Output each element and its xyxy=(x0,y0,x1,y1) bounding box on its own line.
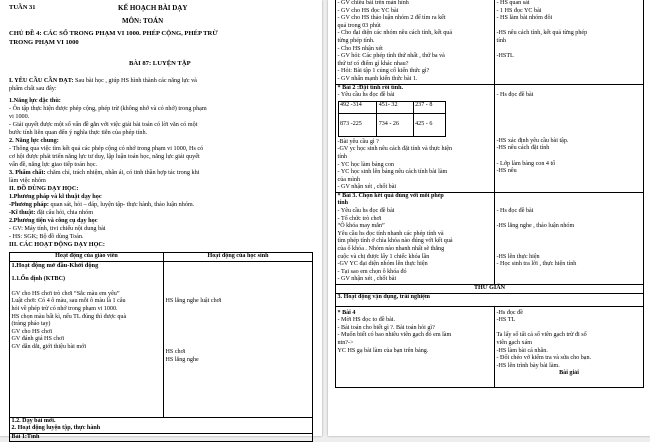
calculation-cell: 873 -225 xyxy=(338,113,377,136)
specific-ability-text: vi 1000. xyxy=(9,113,30,120)
calculation-cell: 237 - 8 xyxy=(413,101,445,113)
student-step: - Đổi chéo vở kiểm tra và sửa cho bạn. xyxy=(496,355,592,362)
teacher-step: cuộc và chị được lấy 1 chiếc khóa lần xyxy=(337,253,430,260)
student-step: HS lắng nghe xyxy=(165,356,199,363)
exercise-1-cell xyxy=(10,433,313,442)
general-ability-text: vấn đề, năng lực giao tiếp toán học. xyxy=(9,161,98,168)
exercise-4-title: * Bài 4 xyxy=(337,309,356,316)
equipment-heading: II. ĐỒ DÙNG DẠY HỌC: xyxy=(9,185,79,192)
general-ability-text: - Thông qua việc tìm kết quả các phép cộng có nhớ trong phạm vi 1000, Hs có xyxy=(9,145,204,152)
student-step: - Học sinh tra lời , thực hiện tính xyxy=(496,261,577,268)
student-step: - Hs đọc đề bài xyxy=(496,208,534,215)
teacher-step: thứ tư có điểm gì khác nhau? xyxy=(337,60,409,67)
teacher-step: -Bài yêu cầu gì ? xyxy=(337,138,379,145)
technique-label: -Kĩ thuật: xyxy=(9,209,36,216)
teacher-column-header: Hoạt động của giáo viên xyxy=(10,253,164,262)
quality-text-2: làm việc nhóm xyxy=(9,177,46,184)
calculation-cell: 425 - 6 xyxy=(413,113,445,136)
student-step: -HS lên thực hiện xyxy=(496,253,540,260)
teacher-step: - GV hỏi: Các phép tính thứ nhất , thứ ba và xyxy=(337,53,445,60)
stabilize-title: 1.1.Ổn định (KTBC) xyxy=(11,276,66,283)
requirements-text-2: phẩm chất sau đây: xyxy=(9,85,57,92)
application-activity-title: 3. Hoạt động vận dụng, trải nghiệm xyxy=(336,293,644,306)
teacher-step: - GV nhận xét , chốt bài xyxy=(337,184,397,191)
plan-title: KẾ HOẠCH BÀI DẠY xyxy=(118,4,188,12)
student-step: -HS nêu cách đặt tính xyxy=(496,145,550,152)
activities-table xyxy=(9,252,313,442)
teacher-step: Luật chơi: Có 4 ô màu, sau mỗi ô màu là 1 câu xyxy=(11,298,126,305)
general-ability-text: cơ hội được phát triển năng lực tư duy, lập luận toán học, năng lực giải quyết xyxy=(9,153,200,160)
teacher-step: - YC học sinh lên bảng nêu cách tính bài làm xyxy=(337,169,448,176)
activities-table-continued xyxy=(335,0,644,388)
table-row xyxy=(336,306,644,387)
teacher-step: tính xyxy=(337,153,347,160)
student-cell xyxy=(495,0,644,84)
quality-line xyxy=(9,169,199,177)
tools-heading: 2.Phương tiện và công cụ dạy học xyxy=(9,217,98,224)
teacher-step: HS chọn màu bất kì, nếu TL đúng thì được quà xyxy=(11,313,127,320)
teacher-step: -GV YC đại diện nhóm lên thực hiện xyxy=(337,261,428,268)
subject-title: MÔN: TOÁN xyxy=(122,17,164,25)
teacher-step: - Muốn biết có bao nhiêu viên gạch đỏ em làm xyxy=(337,332,452,339)
teacher-step: GV đánh giá HS chơi xyxy=(11,336,65,343)
teacher-step: GV cho HS chơi xyxy=(11,328,53,335)
specific-ability-text: - Ôn tập thực hiện được phép cộng, phép trừ (không nhớ và có nhớ) trong phạm xyxy=(9,105,207,112)
teacher-cell xyxy=(10,261,164,417)
teacher-step: Yêu cầu hs đọc tính nhanh các phép tính và xyxy=(337,230,444,237)
practice-activity-title: 2. Hoạt động luyện tập, thực hành xyxy=(11,425,101,432)
tools-student: - HS: SGK; Bộ đồ dùng Toán. xyxy=(9,233,84,240)
student-step: - Hs đọc đề bài xyxy=(496,92,534,99)
student-cell xyxy=(495,192,644,284)
teacher-step: - Tại sao em chọn ô khóa đó xyxy=(337,268,407,275)
teacher-step: - GV nhận xét , chốt bài xyxy=(337,276,397,283)
quality-text: chăm chỉ, trách nhiệm, nhân ái, có tinh thần hợp tác trong khi xyxy=(47,169,200,176)
break-label: THƯ GIÃN xyxy=(336,285,644,294)
teacher-step: - Tổ chức trò chơi xyxy=(337,215,382,222)
student-step: HS lắng nghe luật chơi xyxy=(165,297,222,304)
teacher-step: hỏi về phép trừ có nhớ trong phạm vi 1000. xyxy=(11,305,118,312)
table-row xyxy=(336,84,644,192)
teacher-step: - Hỏi: Bài tập 1 củng cố kiến thức gì? xyxy=(337,68,430,75)
teacher-step: YC HS gạ bài làm của bạn trên bảng. xyxy=(337,347,429,354)
table-row xyxy=(10,433,313,442)
lesson-title: BÀI 87: LUYỆN TẬP xyxy=(129,60,191,67)
teacher-step: quả trong 03 phút xyxy=(337,22,381,29)
method-text: quan sát, hỏi – đáp, luyện tập- thực hành, thảo luận nhóm. xyxy=(50,201,195,208)
teacher-step: (tràng pháo tay) xyxy=(11,321,51,328)
teacher-step: - Bài toán cho biết gì ?. Bài toán hỏi gì? xyxy=(337,324,435,331)
tools-teacher: - GV: Máy tính, tivi chiếu nội dung bài xyxy=(9,225,106,232)
opening-activity-title: 1.Hoạt động mở đầu-Khởi động xyxy=(11,261,99,269)
teacher-step: của mình xyxy=(337,176,361,183)
teacher-step: ntn?-> xyxy=(337,339,354,346)
teacher-cell xyxy=(336,84,495,192)
left-document-page xyxy=(0,0,322,440)
student-step: -HS nêu xyxy=(496,168,517,175)
calculation-cell: 451- 32 xyxy=(377,101,413,113)
student-cell xyxy=(164,261,313,417)
specific-ability-heading: 1.Năng lực đặc thù: xyxy=(9,97,61,104)
quality-label: 3. Phẩm chất: xyxy=(9,169,46,176)
teacher-step: - Cho đại diện các nhóm nêu cách tính, kết quả xyxy=(337,30,453,37)
method-label: -Phương pháp: xyxy=(9,201,49,208)
topic-line-2: TRONG PHẠM VI 1000 xyxy=(9,39,79,46)
teacher-step: - GV chiếu bài trên màn hình xyxy=(337,0,409,6)
student-step: -HS nêu cách tính, kết quả từng phép xyxy=(496,30,588,37)
teacher-step: - GV cho HS đọc YC bài xyxy=(337,7,399,14)
requirements-text: Sau bài học , giúp HS hình thành các năng lực và xyxy=(75,77,197,84)
teacher-step: GV cho HS chơi trò chơi “Sắc màu em yêu” xyxy=(11,290,120,297)
teacher-step: -GV yc học sinh nêu cách đặt tính và thực hiện xyxy=(337,146,453,153)
student-step: -HS TL xyxy=(496,317,516,324)
student-step: - 1 HS đọc YC bài xyxy=(496,7,542,14)
table-header-row xyxy=(10,253,313,262)
specific-ability-text: - Giải quyết được một số vấn đề gắn với việc giải bài toán có lời văn có một xyxy=(9,121,198,128)
teacher-cell xyxy=(336,0,495,84)
table-row xyxy=(10,261,313,417)
teacher-step: - GV cho HS thảo luận nhóm 2 để tìm ra kết xyxy=(337,15,446,22)
calculation-cell: 492 -314 xyxy=(338,101,377,113)
exercise-2-title: * Bài 2 :Đặt tính rồi tính. xyxy=(337,84,404,91)
student-step: -HS lắng nghe , thảo luận nhóm xyxy=(496,223,575,230)
topic-line-1: CHỦ ĐỀ 4: CÁC SỐ TRONG PHẠM VI 1000. PHÉP CỘNG, PHÉP TRỪ xyxy=(9,30,218,37)
student-step: - Lớp làm bảng con 4 tổ xyxy=(496,160,556,167)
specific-ability-text: bước tính liên quan đến ý nghĩa thực tiễn của phép tính. xyxy=(9,129,148,136)
teacher-step: - YC học làm bảng con xyxy=(337,161,394,168)
calculation-cell: 734 - 26 xyxy=(377,113,413,136)
table-row xyxy=(336,0,644,84)
right-document-page xyxy=(328,0,650,436)
teacher-step: “Ô khóa may mắn” xyxy=(337,223,385,230)
student-step: - HS làm bài nhóm đôi xyxy=(496,15,553,22)
teacher-step: tìm phép tính ở chìa khóa nào đúng với kết quả xyxy=(337,238,453,245)
teacher-step: - Yêu cầu hs đọc đề bài xyxy=(337,208,395,215)
table-row xyxy=(10,417,313,433)
new-lesson-title: 1.2. Dạy bài mới. xyxy=(11,417,56,424)
student-step: -HS xác định yêu cầu bài tập. xyxy=(496,137,569,144)
student-column-header: Hoạt động của học sinh xyxy=(164,253,313,262)
method-heading: 1.Phương pháp và kĩ thuật dạy học xyxy=(9,193,102,200)
student-step: Ta lấy số tất cả số viên gạch trừ đi số xyxy=(496,332,587,339)
method-line xyxy=(9,201,194,209)
solution-heading: Bài giải xyxy=(559,370,579,377)
teacher-step: - Yêu cầu hs đọc đề bài xyxy=(337,92,395,99)
exercise-1-title: Bài 1:Tính xyxy=(11,433,40,440)
teacher-step: - Mời HS đọc to đề bài. xyxy=(337,317,396,324)
table-row xyxy=(336,192,644,284)
calculation-grid xyxy=(338,101,446,137)
student-step: -HS làm bài cá nhân. xyxy=(496,347,548,354)
exercise-3-title: tính xyxy=(337,200,349,207)
technique-line xyxy=(9,209,93,217)
general-ability-heading: 2. Năng lực chung: xyxy=(9,137,59,144)
requirements-line xyxy=(9,77,197,85)
student-cell xyxy=(495,84,644,192)
teacher-cell xyxy=(336,192,495,284)
exercise-3-title: * Bài 3. Chọn kết quả đúng với mỗi phép xyxy=(337,192,444,199)
activities-heading: III. CÁC HOẠT ĐỘNG DẠY HỌC: xyxy=(9,241,105,248)
new-lesson-cell xyxy=(10,417,313,433)
teacher-step: của ổ khóa . Nhóm nào nhanh nhất sẽ thắng xyxy=(337,246,445,253)
student-step: -HS lên trình bày bài làm. xyxy=(496,362,560,369)
teacher-step: - GV nhấn mạnh kiến thức bài 1. xyxy=(337,75,418,82)
teacher-cell xyxy=(336,306,495,387)
student-step: HS chơi xyxy=(165,349,186,356)
student-step: -HSTL xyxy=(496,53,514,60)
student-step: -Hs đọc đề xyxy=(496,309,523,316)
table-row xyxy=(336,293,644,306)
teacher-step: từng phép tính. xyxy=(337,37,375,44)
student-cell xyxy=(495,306,644,387)
week-label: TUẦN 31 xyxy=(9,4,36,11)
teacher-step: GV dẫn dắt, giới thiệu bài mới xyxy=(11,343,87,350)
teacher-step: - Cho HS nhận xét xyxy=(337,45,383,52)
requirements-heading: I. YÊU CẦU CẦN ĐẠT: xyxy=(9,77,74,84)
table-row xyxy=(336,285,644,294)
student-step: tính xyxy=(496,37,506,44)
student-step: viên gạch xám xyxy=(496,339,533,346)
student-step: - HS quan sát xyxy=(496,0,530,6)
technique-text: đặt câu hỏi, chia nhóm xyxy=(36,209,94,216)
